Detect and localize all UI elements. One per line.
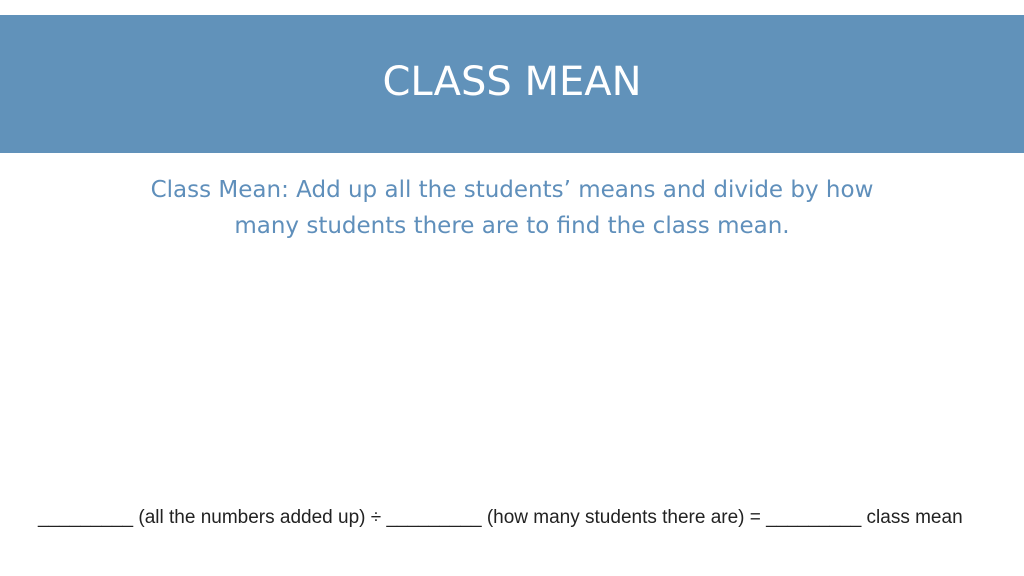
slide-title: CLASS MEAN (382, 59, 642, 105)
slide-description: Class Mean: Add up all the students’ means and divide by how many students there are to find the class mean. (150, 177, 874, 239)
title-bar (0, 15, 1024, 153)
class-mean-formula: _________ (all the numbers added up) ÷ _________ (how many students there are) = _________ class mean (38, 507, 963, 528)
